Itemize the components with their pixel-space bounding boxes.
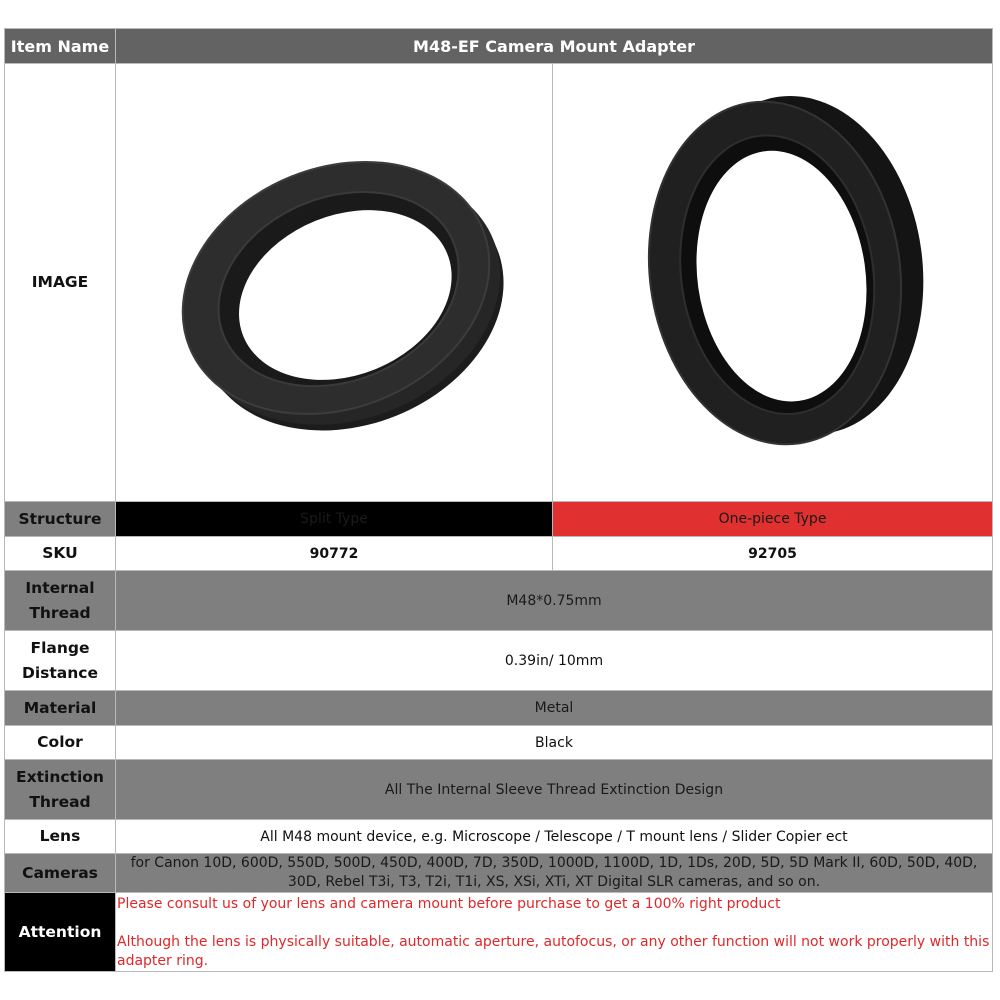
internal-thread-label-line1: Internal [25, 578, 95, 597]
color-row [5, 726, 993, 760]
material-row [5, 691, 993, 726]
structure-row [5, 502, 993, 537]
lens-row [5, 820, 993, 854]
color-label: Color [5, 726, 116, 760]
spec-table [4, 28, 993, 972]
one-piece-ring-illustration [553, 64, 993, 501]
header-row [5, 29, 993, 64]
sku-label: SKU [5, 537, 116, 571]
product-title: M48-EF Camera Mount Adapter [116, 29, 993, 64]
lens-value: All M48 mount device, e.g. Microscope / Telescope / T mount lens / Slider Copier ect [116, 820, 993, 854]
attention-row [5, 893, 993, 972]
flange-distance-row [5, 631, 993, 691]
extinction-thread-row [5, 760, 993, 820]
attention-line1: Please consult us of your lens and camera mount before purchase to get a 100% right product [117, 896, 781, 912]
color-value: Black [116, 726, 993, 760]
split-type-image [116, 64, 553, 502]
material-label: Material [5, 691, 116, 726]
sku-onepiece: 92705 [553, 537, 993, 571]
sku-row [5, 537, 993, 571]
split-ring-illustration [116, 64, 552, 501]
internal-thread-row [5, 571, 993, 631]
sku-split: 90772 [116, 537, 553, 571]
cameras-row [5, 854, 993, 893]
flange-label-line1: Flange [30, 638, 90, 657]
material-value: Metal [116, 691, 993, 726]
flange-distance-label [5, 631, 116, 691]
one-piece-type-cell: One-piece Type [553, 502, 993, 537]
cameras-label: Cameras [5, 854, 116, 893]
flange-distance-value: 0.39in/ 10mm [116, 631, 993, 691]
extinction-thread-label [5, 760, 116, 820]
attention-text [116, 893, 993, 972]
structure-label: Structure [5, 502, 116, 537]
one-piece-type-image [553, 64, 993, 502]
internal-thread-value: M48*0.75mm [116, 571, 993, 631]
image-row [5, 64, 993, 502]
extinction-label-line1: Extinction [16, 767, 104, 786]
attention-label: Attention [5, 893, 116, 972]
split-type-cell: Split Type [116, 502, 553, 537]
image-label: IMAGE [5, 64, 116, 502]
attention-line2: Although the lens is physically suitable, automatic aperture, autofocus, or any other function will not work properly with this adapter ring. [117, 934, 990, 969]
internal-thread-label [5, 571, 116, 631]
item-name-label: Item Name [5, 29, 116, 64]
cameras-value: for Canon 10D, 600D, 550D, 500D, 450D, 400D, 7D, 350D, 1000D, 1100D, 1D, 1Ds, 20D, 5D, 5D Mark II, 60D, 50D, 40D, 30D, Rebel T3i, T3, T2i, T1i, XS, XSi, XTi, XT Digital SLR cameras, and so on. [116, 854, 993, 893]
internal-thread-label-line2: Thread [29, 603, 91, 622]
extinction-label-line2: Thread [29, 792, 91, 811]
lens-label: Lens [5, 820, 116, 854]
extinction-thread-value: All The Internal Sleeve Thread Extinction Design [116, 760, 993, 820]
flange-label-line2: Distance [21, 663, 98, 682]
